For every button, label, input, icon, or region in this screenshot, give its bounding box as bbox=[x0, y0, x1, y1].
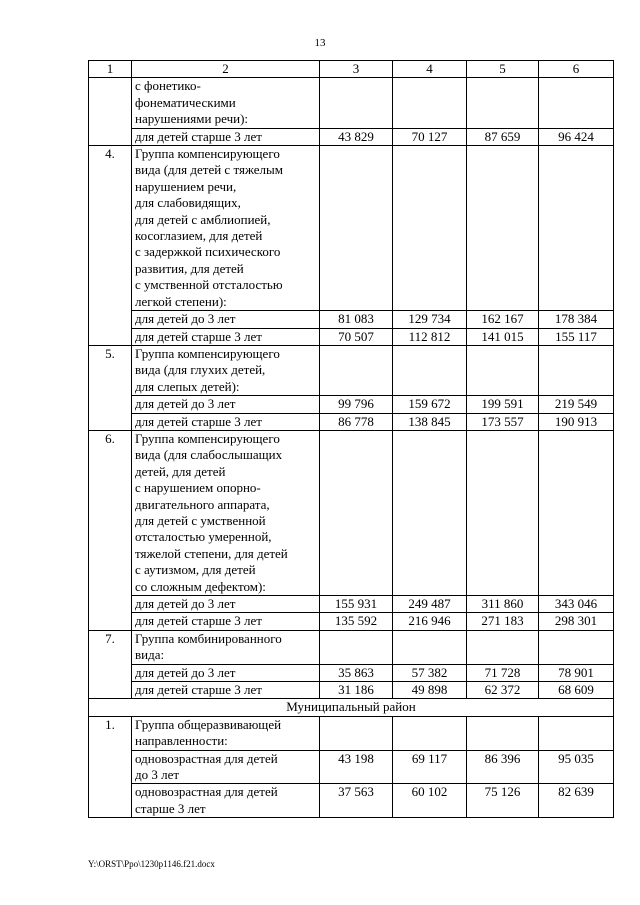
empty-cell bbox=[393, 630, 467, 664]
empty-cell bbox=[539, 630, 614, 664]
cost-value: 95 035 bbox=[539, 750, 614, 784]
cost-value: 178 384 bbox=[539, 311, 614, 328]
group-title-row bbox=[89, 146, 614, 311]
cost-value: 87 659 bbox=[467, 128, 539, 145]
row-number: 7. bbox=[89, 630, 132, 699]
cost-value: 31 186 bbox=[320, 682, 393, 699]
empty-cell bbox=[539, 146, 614, 311]
cost-value: 49 898 bbox=[393, 682, 467, 699]
cost-value: 271 183 bbox=[467, 613, 539, 630]
age-group-label: для детей старше 3 лет bbox=[132, 613, 320, 630]
empty-cell bbox=[320, 78, 393, 128]
empty-cell bbox=[320, 630, 393, 664]
empty-cell bbox=[393, 146, 467, 311]
group-title: Группа комбинированного вида: bbox=[132, 630, 320, 664]
table-row bbox=[89, 128, 614, 145]
column-header: 3 bbox=[320, 61, 393, 78]
cost-value: 199 591 bbox=[467, 396, 539, 413]
cost-value: 71 728 bbox=[467, 664, 539, 681]
row-number: 6. bbox=[89, 430, 132, 630]
empty-cell bbox=[467, 345, 539, 395]
file-path-footer: Y:\ORST\Ppo\1230p1146.f21.docx bbox=[88, 859, 215, 869]
cost-value: 129 734 bbox=[393, 311, 467, 328]
row-number bbox=[89, 78, 132, 146]
cost-value: 155 931 bbox=[320, 596, 393, 613]
empty-cell bbox=[467, 630, 539, 664]
table-body bbox=[89, 61, 614, 818]
cost-value: 141 015 bbox=[467, 328, 539, 345]
age-group-label: для детей старше 3 лет bbox=[132, 682, 320, 699]
group-title-row bbox=[89, 78, 614, 128]
age-group-label: для детей до 3 лет bbox=[132, 596, 320, 613]
column-header: 2 bbox=[132, 61, 320, 78]
cost-value: 86 396 bbox=[467, 750, 539, 784]
cost-value: 343 046 bbox=[539, 596, 614, 613]
empty-cell bbox=[539, 430, 614, 595]
group-title: Группа компенсирующего вида (для слабослышащих детей, для детей с нарушением опорно- двигательного аппарата, для детей с умственной отсталостью умеренной, тяжелой степени, для детей с аутизмом, для детей со сложным дефектом): bbox=[132, 430, 320, 595]
group-title-row bbox=[89, 630, 614, 664]
empty-cell bbox=[467, 146, 539, 311]
table-row bbox=[89, 396, 614, 413]
tariff-table bbox=[88, 60, 614, 818]
row-number: 4. bbox=[89, 146, 132, 346]
cost-value: 70 127 bbox=[393, 128, 467, 145]
cost-value: 311 860 bbox=[467, 596, 539, 613]
empty-cell bbox=[393, 430, 467, 595]
age-group-label: одновозрастная для детей старше 3 лет bbox=[132, 784, 320, 818]
cost-value: 68 609 bbox=[539, 682, 614, 699]
group-title: Группа компенсирующего вида (для детей с тяжелым нарушением речи, для слабовидящих, для детей с амблиопией, косоглазием, для детей с задержкой психического развития, для детей с умственной отсталостью легкой степени): bbox=[132, 146, 320, 311]
empty-cell bbox=[320, 345, 393, 395]
section-row bbox=[89, 699, 614, 716]
page-number: 13 bbox=[314, 37, 326, 49]
column-header: 5 bbox=[467, 61, 539, 78]
cost-value: 43 829 bbox=[320, 128, 393, 145]
cost-value: 112 812 bbox=[393, 328, 467, 345]
age-group-label: для детей старше 3 лет bbox=[132, 413, 320, 430]
cost-value: 219 549 bbox=[539, 396, 614, 413]
table-row bbox=[89, 596, 614, 613]
cost-value: 60 102 bbox=[393, 784, 467, 818]
table-row bbox=[89, 664, 614, 681]
group-title-row bbox=[89, 345, 614, 395]
empty-cell bbox=[539, 716, 614, 750]
cost-value: 249 487 bbox=[393, 596, 467, 613]
cost-value: 70 507 bbox=[320, 328, 393, 345]
cost-value: 75 126 bbox=[467, 784, 539, 818]
cost-value: 99 796 bbox=[320, 396, 393, 413]
cost-value: 82 639 bbox=[539, 784, 614, 818]
empty-cell bbox=[539, 78, 614, 128]
cost-value: 298 301 bbox=[539, 613, 614, 630]
cost-value: 86 778 bbox=[320, 413, 393, 430]
age-group-label: для детей до 3 лет bbox=[132, 664, 320, 681]
cost-value: 78 901 bbox=[539, 664, 614, 681]
group-title-row bbox=[89, 430, 614, 595]
cost-value: 35 863 bbox=[320, 664, 393, 681]
cost-value: 81 083 bbox=[320, 311, 393, 328]
cost-value: 138 845 bbox=[393, 413, 467, 430]
empty-cell bbox=[467, 430, 539, 595]
cost-value: 190 913 bbox=[539, 413, 614, 430]
cost-value: 62 372 bbox=[467, 682, 539, 699]
table-row bbox=[89, 413, 614, 430]
table-row bbox=[89, 328, 614, 345]
cost-value: 135 592 bbox=[320, 613, 393, 630]
empty-cell bbox=[467, 78, 539, 128]
header-row bbox=[89, 61, 614, 78]
age-group-label: одновозрастная для детей до 3 лет bbox=[132, 750, 320, 784]
group-title: Группа компенсирующего вида (для глухих детей, для слепых детей): bbox=[132, 345, 320, 395]
empty-cell bbox=[539, 345, 614, 395]
age-group-label: для детей до 3 лет bbox=[132, 396, 320, 413]
empty-cell bbox=[320, 146, 393, 311]
empty-cell bbox=[393, 716, 467, 750]
cost-value: 69 117 bbox=[393, 750, 467, 784]
cost-value: 173 557 bbox=[467, 413, 539, 430]
column-header: 1 bbox=[89, 61, 132, 78]
column-header: 4 bbox=[393, 61, 467, 78]
table-row bbox=[89, 613, 614, 630]
age-group-label: для детей старше 3 лет bbox=[132, 128, 320, 145]
column-header: 6 bbox=[539, 61, 614, 78]
group-title-row bbox=[89, 716, 614, 750]
table-row bbox=[89, 311, 614, 328]
cost-value: 96 424 bbox=[539, 128, 614, 145]
cost-value: 159 672 bbox=[393, 396, 467, 413]
empty-cell bbox=[393, 78, 467, 128]
table-row bbox=[89, 784, 614, 818]
empty-cell bbox=[320, 430, 393, 595]
table-row bbox=[89, 682, 614, 699]
cost-value: 162 167 bbox=[467, 311, 539, 328]
table-row bbox=[89, 750, 614, 784]
group-title: Группа общеразвивающей направленности: bbox=[132, 716, 320, 750]
age-group-label: для детей до 3 лет bbox=[132, 311, 320, 328]
cost-value: 57 382 bbox=[393, 664, 467, 681]
age-group-label: для детей старше 3 лет bbox=[132, 328, 320, 345]
empty-cell bbox=[393, 345, 467, 395]
cost-value: 155 117 bbox=[539, 328, 614, 345]
cost-value: 216 946 bbox=[393, 613, 467, 630]
group-title: с фонетико- фонематическими нарушениями речи): bbox=[132, 78, 320, 128]
row-number: 1. bbox=[89, 716, 132, 817]
cost-value: 37 563 bbox=[320, 784, 393, 818]
section-title: Муниципальный район bbox=[89, 699, 614, 716]
empty-cell bbox=[467, 716, 539, 750]
cost-value: 43 198 bbox=[320, 750, 393, 784]
empty-cell bbox=[320, 716, 393, 750]
row-number: 5. bbox=[89, 345, 132, 430]
